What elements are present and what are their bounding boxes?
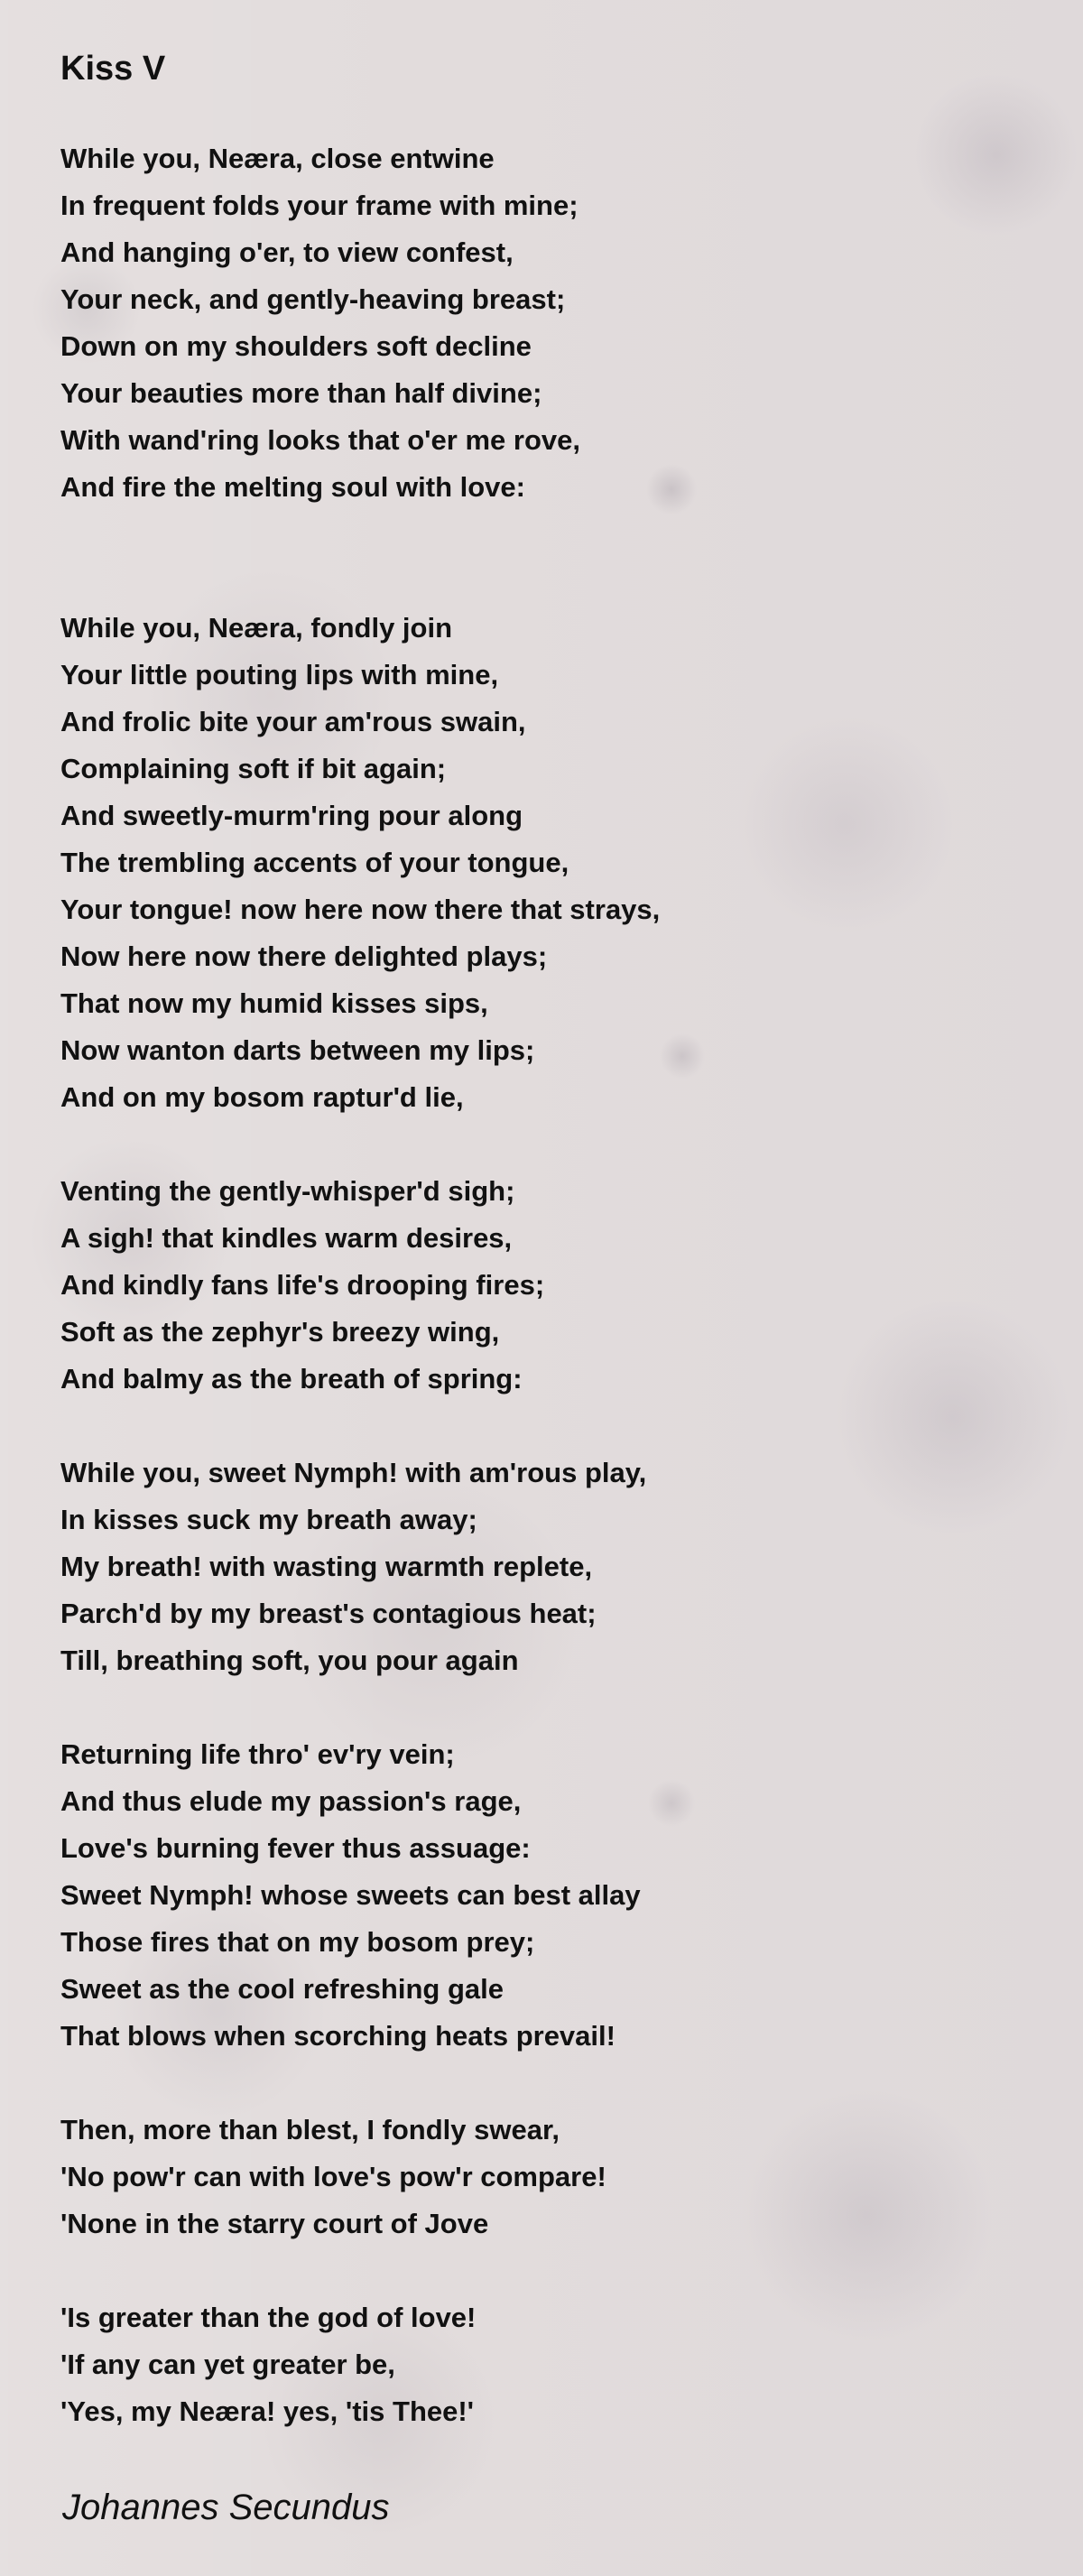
poem-line: In frequent folds your frame with mine;	[60, 190, 579, 221]
stanza-7	[60, 2294, 476, 2435]
poem-line: 'None in the starry court of Jove	[60, 2208, 489, 2239]
poem-line: Your tongue! now here now there that strays,	[60, 894, 661, 925]
stanza-6	[60, 2107, 606, 2247]
poem-line: Venting the gently-whisper'd sigh;	[60, 1175, 515, 1207]
poem-line: My breath! with wasting warmth replete,	[60, 1551, 593, 1582]
poem-line: And balmy as the breath of spring:	[60, 1363, 523, 1395]
stanza-1	[60, 135, 580, 511]
poem-line: With wand'ring looks that o'er me rove,	[60, 424, 580, 456]
poem-line: Now here now there delighted plays;	[60, 941, 548, 972]
poem-line: 'Is greater than the god of love!	[60, 2302, 477, 2333]
poem-line: That now my humid kisses sips,	[60, 987, 488, 1019]
stanza-5	[60, 1731, 641, 2060]
poem-line: Your beauties more than half divine;	[60, 377, 542, 409]
poem-line: And thus elude my passion's rage,	[60, 1785, 522, 1817]
poem-line: And kindly fans life's drooping fires;	[60, 1269, 545, 1301]
poem-line: 'No pow'r can with love's pow'r compare!	[60, 2161, 606, 2192]
poem-line: 'If any can yet greater be,	[60, 2349, 395, 2380]
poem-line: While you, sweet Nymph! with am'rous play,	[60, 1457, 647, 1488]
poem-line: Now wanton darts between my lips;	[60, 1034, 535, 1066]
poem-line: Sweet as the cool refreshing gale	[60, 1973, 504, 2005]
poem-title: Kiss V	[60, 50, 166, 88]
poem-line: While you, Neæra, close entwine	[60, 143, 495, 174]
poem-line: And frolic bite your am'rous swain,	[60, 706, 526, 737]
poem-line: In kisses suck my breath away;	[60, 1504, 477, 1535]
poem-line: And hanging o'er, to view confest,	[60, 236, 514, 268]
poem-line: While you, Neæra, fondly join	[60, 612, 453, 644]
poem-line: And fire the melting soul with love:	[60, 471, 525, 503]
poem-line: Sweet Nymph! whose sweets can best allay	[60, 1879, 641, 1911]
poem-line: That blows when scorching heats prevail!	[60, 2020, 616, 2052]
stanza-3	[60, 1168, 544, 1403]
poem-line: Your neck, and gently-heaving breast;	[60, 283, 566, 315]
poem-line: And sweetly-murm'ring pour along	[60, 800, 523, 831]
poem-line: Soft as the zephyr's breezy wing,	[60, 1316, 500, 1348]
poem-line: Till, breathing soft, you pour again	[60, 1645, 519, 1676]
poem-author: Johannes Secundus	[62, 2488, 390, 2527]
poem-line: Your little pouting lips with mine,	[60, 659, 499, 690]
poem-line: Returning life thro' ev'ry vein;	[60, 1738, 455, 1770]
stanza-2	[60, 605, 660, 1121]
poem-line: Down on my shoulders soft decline	[60, 330, 532, 362]
poem-line: The trembling accents of your tongue,	[60, 847, 569, 878]
poem-line: Those fires that on my bosom prey;	[60, 1926, 535, 1958]
stanza-4	[60, 1450, 646, 1684]
poem-line: Parch'd by my breast's contagious heat;	[60, 1598, 597, 1629]
poem-line: 'Yes, my Neæra! yes, 'tis Thee!'	[60, 2395, 475, 2427]
poem-line: Then, more than blest, I fondly swear,	[60, 2114, 560, 2145]
poem-line: And on my bosom raptur'd lie,	[60, 1081, 464, 1113]
poem-line: Complaining soft if bit again;	[60, 753, 447, 784]
poem-line: A sigh! that kindles warm desires,	[60, 1222, 513, 1254]
poem-line: Love's burning fever thus assuage:	[60, 1832, 531, 1864]
